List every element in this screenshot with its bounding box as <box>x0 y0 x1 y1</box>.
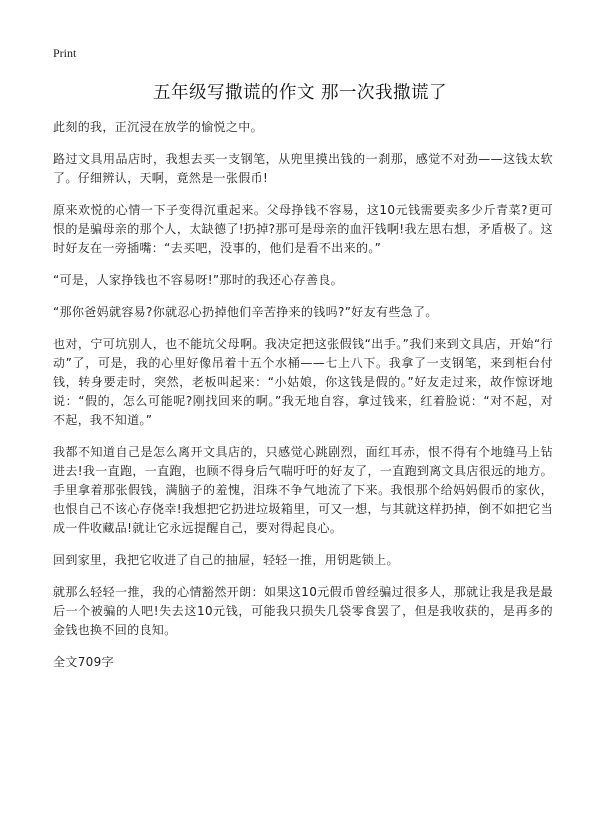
print-link[interactable]: Print <box>53 46 77 60</box>
paragraph: 此刻的我，正沉浸在放学的愉悦之中。 <box>53 120 263 134</box>
paragraph: 就那么轻轻一推，我的心情豁然开朗：如果这10元假币曾经骗过很多人，那就让我是我是最后一个被骗的人吧!失去这10元钱，可能我只损失几袋零食罢了，但是我收获的，是再多的金钱也换不回的良知。 <box>53 585 553 637</box>
word-count: 全文709字 <box>53 655 115 669</box>
paragraph: “那你爸妈就容易?你就忍心扔掉他们辛苦挣来的钱吗?”好友有些急了。 <box>53 305 438 319</box>
article-body <box>53 118 553 685</box>
paragraph: “可是，人家挣钱也不容易呀!”那时的我还心存善良。 <box>53 273 343 287</box>
paragraph: 我都不知道自己是怎么离开文具店的，只感觉心跳剧烈，面红耳赤，恨不得有个地缝马上钻进去!我一直跑，一直跑，也顾不得身后气喘吁吁的好友了，一直跑到离文具店很远的地方。手里拿着那张假钱，满脑子的羞愧，泪珠不争气地流了下来。我恨那个给妈妈假币的家伙，也恨自己不该心存侥幸!我想把它扔进垃圾箱里，可又一想，与其就这样扔掉，倒不如把它当成一件收藏品!就让它永远提醒自己，要对得起良心。 <box>53 445 553 535</box>
article-title: 五年级写撒谎的作文 那一次我撒谎了 <box>152 83 448 103</box>
paragraph: 路过文具用品店时，我想去买一支钢笔，从兜里摸出钱的一刹那，感觉不对劲——这钱太软了。仔细辨认，天啊，竟然是一张假币! <box>53 152 553 185</box>
paragraph: 回到家里，我把它收进了自己的抽屉，轻轻一推，用钥匙锁上。 <box>53 553 399 567</box>
paragraph: 也对，宁可坑别人，也不能坑父母啊。我决定把这张假钱“出手。”我们来到文具店，开始“行动”了，可是，我的心里好像吊着十五个水桶——七上八下。我拿了一支钢笔，来到柜台付钱，转身要走时，突然，老板叫起来：“小姑娘，你这钱是假的。”好友走过来，故作惊讶地说：“假的，怎么可能呢?刚找回来的啊。”我无地自容，拿过钱来，红着脸说：“对不起，对不起，我不知道。” <box>53 337 553 427</box>
paragraph: 原来欢悦的心情一下子变得沉重起来。父母挣钱不容易，这10元钱需要卖多少斤青菜?更可恨的是骗母亲的那个人，太缺德了!扔掉?那可是母亲的血汗钱啊!我左思右想，矛盾极了。这时好友在一旁插嘴：“去买吧，没事的，他们是看不出来的。” <box>53 203 553 255</box>
